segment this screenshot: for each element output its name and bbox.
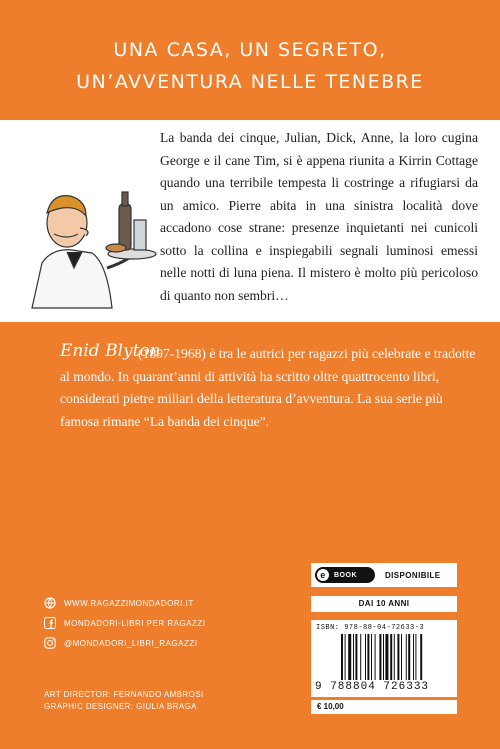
facebook-label: MONDADORI-LIBRI PER RAGAZZI bbox=[64, 618, 206, 628]
facebook-link[interactable] bbox=[44, 617, 206, 629]
art-director-credit: ART DIRECTOR: FERNANDO AMBROSI bbox=[44, 690, 204, 699]
ebook-status: DISPONIBILE bbox=[385, 570, 441, 580]
ean-number: 9 788804 726333 bbox=[315, 681, 430, 693]
globe-icon bbox=[44, 597, 56, 609]
barcode-bar bbox=[420, 634, 422, 680]
ebook-e-icon: e bbox=[317, 569, 329, 581]
barcode-bar bbox=[360, 634, 361, 680]
graphic-designer-credit: GRAPHIC DESIGNER: GIULIA BRAGA bbox=[44, 702, 197, 711]
barcode-box bbox=[311, 620, 457, 697]
barcode-bar bbox=[397, 634, 399, 680]
barcode-bar bbox=[371, 634, 372, 680]
barcode-bar bbox=[385, 634, 388, 680]
barcode-bar bbox=[401, 634, 402, 680]
ebook-badge bbox=[315, 567, 375, 583]
isbn-label: ISBN: 978-88-04-72633-3 bbox=[316, 624, 425, 632]
ebook-badge-label: BOOK bbox=[334, 571, 357, 579]
barcode-bar bbox=[394, 634, 395, 680]
facebook-icon bbox=[44, 617, 56, 629]
barcode-bar bbox=[413, 634, 414, 680]
website-link[interactable] bbox=[44, 597, 194, 609]
instagram-link[interactable] bbox=[44, 637, 197, 649]
barcode-bar bbox=[348, 634, 351, 680]
ebook-availability bbox=[311, 563, 457, 587]
tagline-line-1: UNA CASA, UN SEGRETO, bbox=[113, 39, 387, 61]
barcode-bar bbox=[383, 634, 384, 680]
barcode-bar bbox=[379, 634, 381, 680]
author-signature: Enid Blyton bbox=[60, 341, 161, 361]
age-rating: DAI 10 ANNI bbox=[311, 596, 457, 612]
instagram-label: @MONDADORI_LIBRI_RAGAZZI bbox=[64, 638, 198, 648]
website-label: WWW.RAGAZZIMONDADORI.IT bbox=[64, 598, 194, 608]
waiter-illustration bbox=[12, 168, 162, 313]
barcode-bar bbox=[415, 634, 416, 680]
barcode-bar bbox=[355, 634, 357, 680]
instagram-icon bbox=[44, 637, 56, 649]
barcode-bar bbox=[345, 634, 346, 680]
tagline bbox=[0, 34, 500, 98]
price: € 10,00 bbox=[311, 700, 457, 714]
barcode-bar bbox=[341, 634, 343, 680]
barcode-bar bbox=[390, 634, 392, 680]
author-bio: (1897-1968) è tra le autrici per ragazzi più celebrate e tradotte al mondo. In quarant’anni di attività ha scritto oltre quattrocento libri, considerati pietre miliari della letteratura d’avventura. La sua serie più famosa rimane “La banda dei cinque”. bbox=[60, 346, 476, 429]
barcode-bar bbox=[408, 634, 410, 680]
barcode-bar bbox=[353, 634, 354, 680]
barcode-bar bbox=[365, 634, 366, 680]
book-description: La banda dei cinque, Julian, Dick, Anne, la loro cugina George e il cane Tim, si è appena riunita a Kirrin Cottage quando una terribile tempesta li costringe a rifugiarsi da un amico. Pierre abita in una sinistra località dove accadono cose strane: presenze inquietanti nei cunicoli sotto la collina e inspiegabili segnali luminosi emessi nelle notti di luna piena. Il mistero è molto più pericoloso di quanto non sembri… bbox=[160, 130, 478, 303]
barcode-bar bbox=[406, 634, 407, 680]
tagline-line-2: UN’AVVENTURA NELLE TENEBRE bbox=[76, 71, 424, 93]
barcode-bar bbox=[375, 634, 376, 680]
barcode-bar bbox=[367, 634, 369, 680]
barcode bbox=[341, 634, 451, 680]
credits bbox=[44, 689, 204, 713]
